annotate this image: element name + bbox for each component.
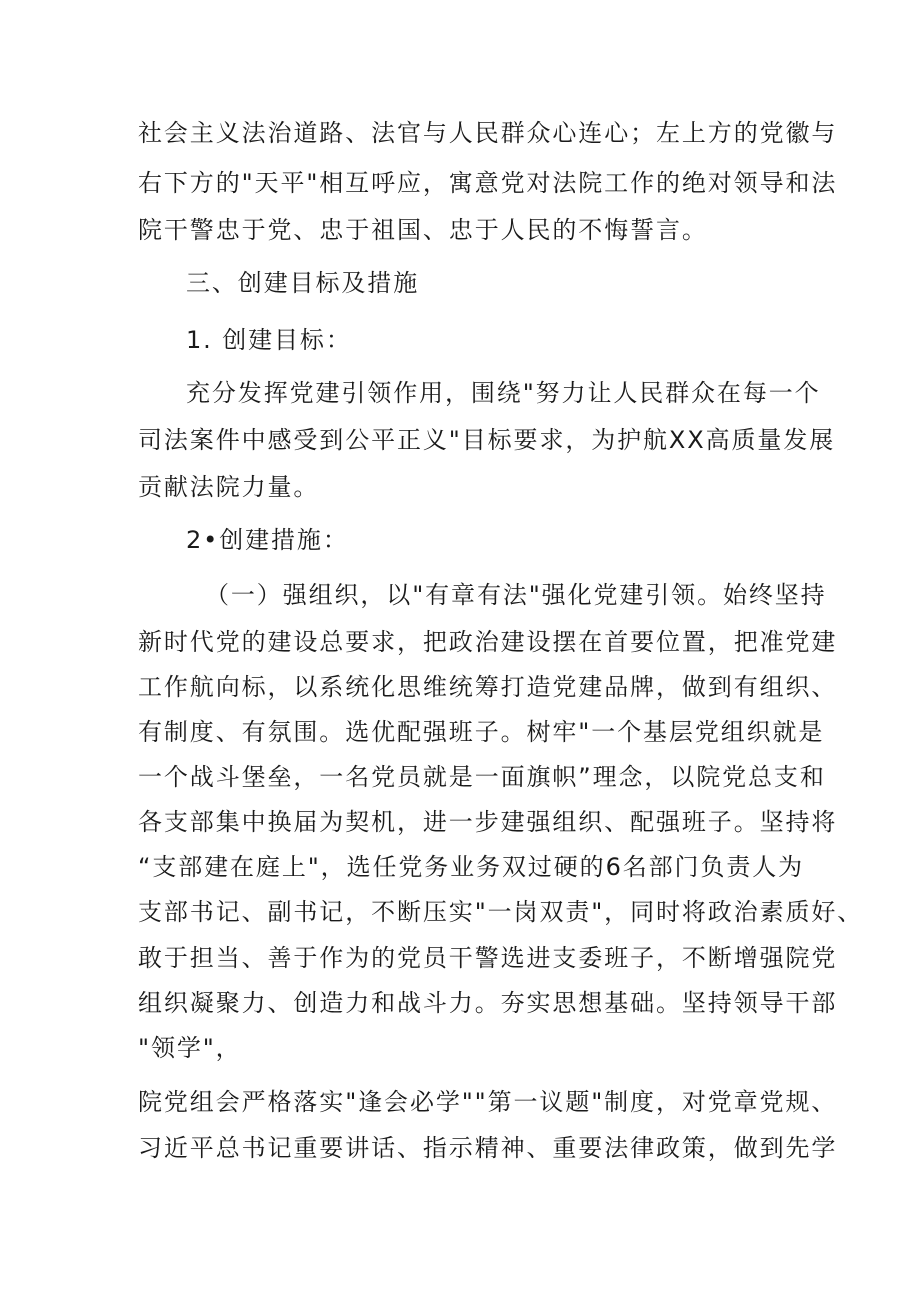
paragraph-line: 有制度、有氛围。选优配强班子。树牢"一个基层党组织就是 [138, 718, 825, 746]
paragraph-line: 支部书记、副书记，不断压实"一岗双责"，同时将政治素质好、 [138, 898, 864, 926]
paragraph-line: 各支部集中换届为契机，进一步建强组织、配强班子。坚持将 [138, 808, 838, 836]
paragraph-line: 右下方的"天平"相互呼应，寓意党对法院工作的绝对领导和法 [138, 169, 838, 197]
paragraph-line: "领学"， [138, 1034, 242, 1062]
paragraph-line: 社会主义法治道路、法官与人民群众心连心；左上方的党徽与 [138, 119, 838, 147]
paragraph-line: 习近平总书记重要讲话、指示精神、重要法律政策，做到先学 [138, 1134, 838, 1162]
paragraph-line: 司法案件中感受到公平正义"目标要求，为护航XX高质量发展 [138, 426, 836, 454]
paragraph-line: 新时代党的建设总要求，把政治建设摆在首要位置，把准党建 [138, 628, 838, 656]
paragraph-line: “支部建在庭上"，选任党务业务双过硬的6名部门负责人为 [138, 853, 805, 881]
paragraph-line: 一个战斗堡垒，一名党员就是一面旗帜”理念，以院党总支和 [138, 763, 826, 791]
paragraph-line: 组织凝聚力、创造力和战斗力。夯实思想基础。坚持领导干部 [138, 989, 838, 1017]
subsection-heading: 2•创建措施： [186, 526, 349, 554]
section-heading: 三、创建目标及措施 [186, 269, 420, 297]
paragraph-line: 院干警忠于党、忠于祖国、忠于人民的不悔誓言。 [138, 216, 708, 244]
paragraph-line: 院党组会严格落实"逢会必学""第一议题"制度，对党章党规、 [138, 1088, 838, 1116]
paragraph-line: 敢于担当、善于作为的党员干警选进支委班子，不断增强院党 [138, 944, 838, 972]
paragraph-line: 贡献法院力量。 [138, 473, 320, 501]
subsection-heading: 1. 创建目标： [186, 326, 352, 354]
paragraph-line: 工作航向标，以系统化思维统筹打造党建品牌，做到有组织、 [138, 673, 838, 701]
paragraph-line: （一）强组织，以"有章有法"强化党建引领。始终坚持 [205, 581, 827, 609]
paragraph-line: 充分发挥党建引领作用，围绕"努力让人民群众在每一个 [186, 379, 821, 407]
